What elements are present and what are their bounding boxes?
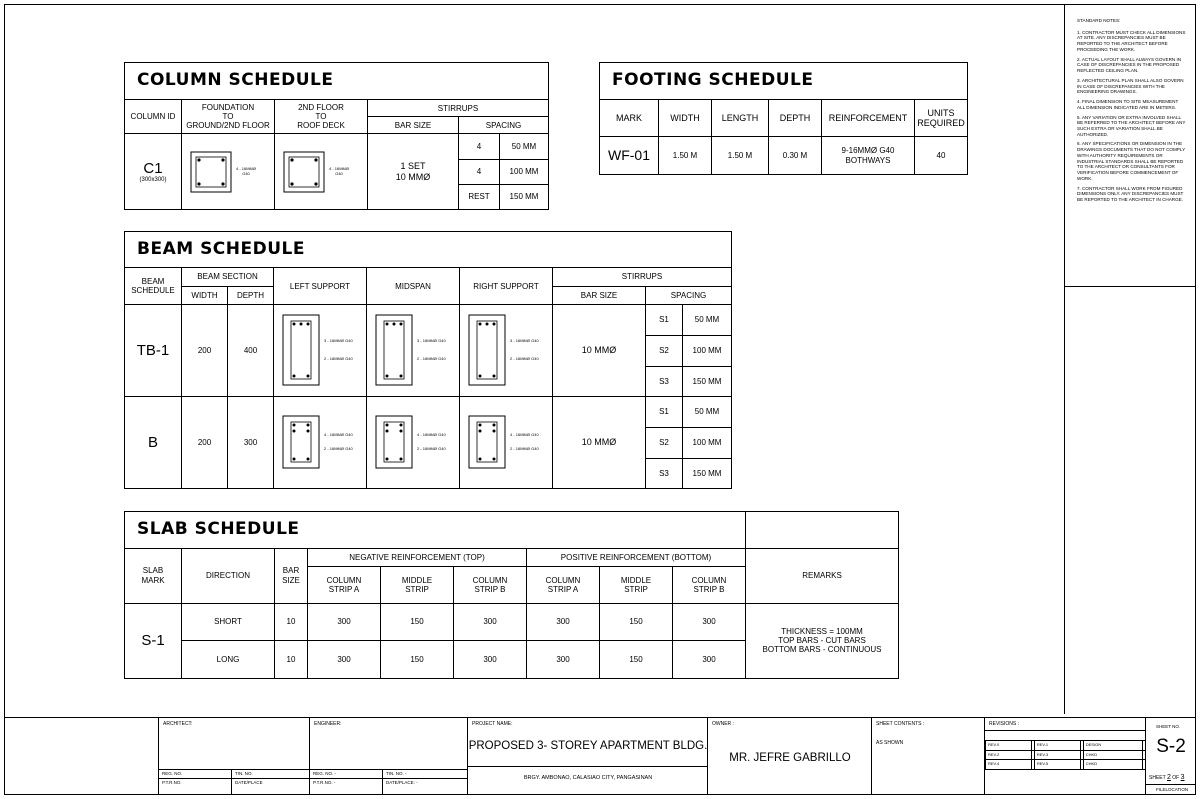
footing-schedule <box>599 62 968 175</box>
mark-header: MARK <box>600 100 659 137</box>
spacing-mark: S1 <box>646 396 683 427</box>
tin-no-label: TIN. NO. <box>235 771 253 776</box>
sheet-no-label: SHEET NO. <box>1156 724 1181 729</box>
slab-value: 300 <box>527 641 600 679</box>
rev-cell: REV.4 <box>986 760 1032 770</box>
slab-bar: 10 <box>275 641 308 679</box>
slab-remarks: THICKNESS = 100MM TOP BARS - CUT BARS BOTTOM BARS - CONTINUOUS <box>746 603 899 678</box>
tin-no-label: TIN. NO. - <box>386 771 407 776</box>
beam-bar-size-cell: 10 MMØ <box>553 304 646 396</box>
sheet-count: SHEET 2 OF 3 <box>1149 774 1185 781</box>
date-place-label: DATE/PLACE: - <box>386 780 418 785</box>
spacing-value: 100 MM <box>683 428 732 458</box>
reg-no-label: REG. NO. <box>162 771 183 776</box>
project-box <box>468 718 708 795</box>
spacing-value: 150 MM <box>500 184 549 209</box>
slab-value: 300 <box>308 641 381 679</box>
bar-size-header: BAR SIZE <box>275 548 308 603</box>
neg-middle-strip: MIDDLE STRIP <box>381 566 454 603</box>
spacing-value: 100 MM <box>683 336 732 366</box>
footing-units: 40 <box>915 137 968 175</box>
beam-width-cell: 200 <box>182 396 228 488</box>
rev-cell: CHKD <box>1083 750 1142 760</box>
stirrups-header: STIRRUPS <box>368 100 549 117</box>
b-right-support <box>460 396 553 488</box>
rebar-labels: 4 - 16MMØ G40 2 - 16MMØ G40 <box>510 431 539 452</box>
beam-id-header: BEAM SCHEDULE <box>125 268 182 304</box>
bar-size-header: BAR SIZE <box>368 117 459 134</box>
second-floor-rebar-label: 4 - 16MMØ G40 <box>329 165 350 176</box>
direction-header: DIRECTION <box>182 548 275 603</box>
engineer-box <box>310 718 468 795</box>
footing-width: 1.50 M <box>659 137 712 175</box>
project-name-label: PROJECT NAME: <box>472 721 513 727</box>
beam-depth-cell: 400 <box>228 304 274 396</box>
rev-cell: REV.3 <box>1034 750 1080 760</box>
date-place-label: DATE/PLACE <box>235 780 263 785</box>
sheet-contents-box <box>872 718 985 795</box>
project-location: BRGY. AMBONAO, CALASIAO CITY, PANGASINAN <box>523 775 653 781</box>
beam-schedule <box>124 231 732 489</box>
project-title: PROPOSED 3- STOREY APARTMENT BLDG. <box>468 740 708 752</box>
spacing-mark: S2 <box>646 336 683 366</box>
note-item: 1. CONTRACTOR MUST CHECK ALL DIMENSIONS AT SITE. ANY DISCREPANCIES MUST BE REPORTED TO THE ARCHITECT BEFORE PROCEEDING THE WORK. <box>1077 29 1186 52</box>
revisions-label: REVISIONS : <box>989 721 1020 727</box>
b-left-support <box>274 396 367 488</box>
spacing-count: 4 <box>459 159 500 184</box>
footing-schedule-title: FOOTING SCHEDULE <box>600 63 968 100</box>
owner-name: MR. JEFRE GABRILLO <box>729 752 851 764</box>
column-id-header: COLUMN ID <box>125 100 182 134</box>
note-item: 5. ANY VARIATION OR EXTRA INVOLVED SHALL BE REFERRED TO THE ARCHITECT BEFORE ANY SUCH EXTRA OR VARIATION SHALL BE AUTHORIZED. <box>1077 114 1186 137</box>
rebar-labels: 3 - 16MMØ G40 2 - 16MMØ G40 <box>324 337 353 362</box>
rev-cell: CHKD <box>1083 760 1142 770</box>
slab-value: 150 <box>600 641 673 679</box>
slab-mark-header: SLAB MARK <box>125 548 182 603</box>
column-section-icon <box>190 151 232 193</box>
neg-column-strip-a: COLUMN STRIP A <box>308 566 381 603</box>
slab-mark-cell: S-1 <box>125 603 182 678</box>
rebar-labels: 4 - 16MMØ G40 2 - 16MMØ G40 <box>324 431 353 452</box>
tb1-right-support <box>460 304 553 396</box>
beam-schedule-title: BEAM SCHEDULE <box>125 232 732 268</box>
ptr-no-label: P.T.R.NO. - <box>313 780 336 785</box>
slab-value: 300 <box>454 641 527 679</box>
slab-value: 150 <box>381 641 454 679</box>
file-location: FILELOCATION <box>1156 787 1189 792</box>
right-support-header: RIGHT SUPPORT <box>460 268 553 304</box>
beam-depth-cell: 300 <box>228 396 274 488</box>
standard-notes <box>1065 4 1196 203</box>
slab-schedule-title: SLAB SCHEDULE <box>125 512 746 549</box>
revisions-table <box>985 740 1146 770</box>
note-item: 4. FINAL DIMENSION TO SITE MEASUREMENT ALL DIMENSION INDICATED ARE IN METERS. <box>1077 99 1179 110</box>
notes-panel <box>1064 4 1196 714</box>
remarks-header: REMARKS <box>746 548 899 603</box>
second-floor-header: 2ND FLOOR TO ROOF DECK <box>275 100 368 134</box>
beam-spacing-header: SPACING <box>646 286 732 304</box>
beam-id-cell: TB-1 <box>125 304 182 396</box>
beam-section-icon <box>468 415 506 469</box>
footing-reinforcement: 9-16MMØ G40 BOTHWAYS <box>822 137 915 175</box>
revisions-box <box>985 718 1146 795</box>
rebar-labels: 3 - 16MMØ G40 2 - 16MMØ G40 <box>510 337 539 362</box>
spacing-value: 150 MM <box>683 366 732 396</box>
slab-value: 150 <box>600 603 673 641</box>
beam-section-icon <box>375 415 413 469</box>
slab-value: 300 <box>454 603 527 641</box>
beam-bar-size-header: BAR SIZE <box>553 286 646 304</box>
spacing-count: 4 <box>459 134 500 159</box>
length-header: LENGTH <box>712 100 769 137</box>
positive-reinforcement-header: POSITIVE REINFORCEMENT (BOTTOM) <box>527 548 746 566</box>
slab-value: 300 <box>673 603 746 641</box>
negative-reinforcement-header: NEGATIVE REINFORCEMENT (TOP) <box>308 548 527 566</box>
pos-column-strip-b: COLUMN STRIP B <box>673 566 746 603</box>
beam-id-cell: B <box>125 396 182 488</box>
engineer-label: ENGINEER: <box>314 721 342 727</box>
rev-cell: REV.2 <box>986 750 1032 760</box>
reinforcement-header: REINFORCEMENT <box>822 100 915 137</box>
column-bar-size-cell: 1 SET 10 MMØ <box>368 134 459 210</box>
column-schedule-title: COLUMN SCHEDULE <box>125 63 549 100</box>
spacing-mark: S3 <box>646 366 683 396</box>
remarks-title-spacer <box>746 512 899 549</box>
beam-section-icon <box>282 314 320 386</box>
midspan-header: MIDSPAN <box>367 268 460 304</box>
sheet-number-box <box>1146 718 1196 795</box>
spacing-mark: S1 <box>646 304 683 335</box>
owner-box <box>708 718 872 795</box>
slab-value: 150 <box>381 603 454 641</box>
note-item: 7. CONTRACTOR SHALL WORK FROM FIGURED DIMENSIONS ONLY. ANY DISCREPANCIES MUST BE REPORTED TO THE ARCHITECT IN CHARGE. <box>1077 185 1184 203</box>
rev-cell: REV.1 <box>1034 741 1080 751</box>
beam-width-cell: 200 <box>182 304 228 396</box>
title-block <box>4 717 1196 795</box>
spacing-value: 50 MM <box>683 304 732 335</box>
beam-depth-header: DEPTH <box>228 286 274 304</box>
beam-section-icon <box>375 314 413 386</box>
depth-header: DEPTH <box>769 100 822 137</box>
spacing-mark: S3 <box>646 458 683 488</box>
tb1-left-support <box>274 304 367 396</box>
slab-direction: SHORT <box>182 603 275 641</box>
footing-mark: WF-01 <box>600 137 659 175</box>
pos-column-strip-a: COLUMN STRIP A <box>527 566 600 603</box>
scale-note: AS SHOWN <box>876 740 904 746</box>
notes-divider <box>1065 286 1196 287</box>
neg-column-strip-b: COLUMN STRIP B <box>454 566 527 603</box>
ptr-no-label: P.T.R.NO. <box>162 780 182 785</box>
spacing-header: SPACING <box>459 117 549 134</box>
rev-cell: REV.5 <box>1034 760 1080 770</box>
notes-title: STANDARD NOTES: <box>1077 18 1121 23</box>
slab-schedule <box>124 511 899 679</box>
spacing-value: 50 MM <box>683 396 732 427</box>
second-floor-section-cell <box>275 134 368 210</box>
units-header: UNITS REQUIRED <box>915 100 968 137</box>
rev-cell: REV.0 <box>986 741 1032 751</box>
slab-bar: 10 <box>275 603 308 641</box>
rev-cell: DESIGN <box>1083 741 1142 751</box>
footing-depth: 0.30 M <box>769 137 822 175</box>
owner-label: OWNER : <box>712 721 734 727</box>
foundation-section-cell <box>182 134 275 210</box>
column-schedule <box>124 62 549 210</box>
spacing-count: REST <box>459 184 500 209</box>
beam-bar-size-cell: 10 MMØ <box>553 396 646 488</box>
foundation-rebar-label: 4 - 16MMØ G40 <box>236 165 257 176</box>
beam-section-icon <box>468 314 506 386</box>
slab-value: 300 <box>673 641 746 679</box>
column-id-cell: C1 (300x300) <box>125 134 182 210</box>
spacing-value: 150 MM <box>683 458 732 488</box>
reg-no-label: REG. NO. - <box>313 771 337 776</box>
spacing-value: 100 MM <box>500 159 549 184</box>
sheet-contents-label: SHEET CONTENTS : <box>876 721 925 727</box>
sheet-id: S-2 <box>1156 736 1186 757</box>
note-item: 3. ARCHITECTURAL PLAN SHALL ALSO GOVERN IN CASE OF DISCREPANCIES WITH THE ENGINEERING DRAWINGS. <box>1077 77 1184 95</box>
spacing-mark: S2 <box>646 428 683 458</box>
note-item: 6. ANY SPECIFICATIONS OR DIMENSION IN THE DRAWINGS DOCUMENTS THAT DO NOT COMPLY WITH AUTHORITY REQUIREMENTS OR INDUSTRIAL STANDARDS SHALL BE REPORTED TO THE ARCHITECT OR CONSULTANTS FOR VERIFICATION BEFORE COMMENCEMENT OF WORK. <box>1077 141 1186 181</box>
slab-direction: LONG <box>182 641 275 679</box>
rebar-labels: 4 - 16MMØ G40 2 - 16MMØ G40 <box>417 431 446 452</box>
slab-value: 300 <box>308 603 381 641</box>
slab-value: 300 <box>527 603 600 641</box>
column-section-icon <box>283 151 325 193</box>
beam-width-header: WIDTH <box>182 286 228 304</box>
spacing-value: 50 MM <box>500 134 549 159</box>
architect-label: ARCHITECT: <box>163 721 193 727</box>
pos-middle-strip: MIDDLE STRIP <box>600 566 673 603</box>
beam-section-header: BEAM SECTION <box>182 268 274 286</box>
foundation-header: FOUNDATION TO GROUND/2ND FLOOR <box>182 100 275 134</box>
architect-box <box>158 718 310 795</box>
left-support-header: LEFT SUPPORT <box>274 268 367 304</box>
note-item: 2. ACTUAL LAYOUT SHALL ALWAYS GOVERN IN CASE OF DISCREPANCIES IN THE PROPOSED REFLECTED CEILING PLAN. <box>1077 56 1182 74</box>
footing-length: 1.50 M <box>712 137 769 175</box>
beam-stirrups-header: STIRRUPS <box>553 268 732 286</box>
b-midspan <box>367 396 460 488</box>
width-header: WIDTH <box>659 100 712 137</box>
rebar-labels: 3 - 16MMØ G40 2 - 16MMØ G40 <box>417 337 446 362</box>
beam-section-icon <box>282 415 320 469</box>
tb1-midspan <box>367 304 460 396</box>
